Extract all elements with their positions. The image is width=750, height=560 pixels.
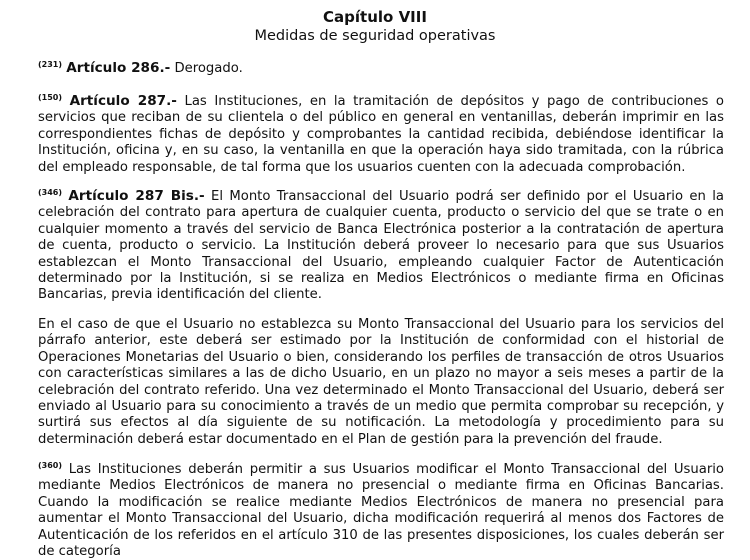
article-heading: Artículo 287.- xyxy=(69,93,177,109)
footnote-ref: (360) xyxy=(38,461,63,470)
paragraph-text: Las Instituciones, en la tramitación de depósitos y pago de contribuciones o servicios que reciban de su clientela o del público en general en ventanillas, deberán imprimir en las correspondientes fichas de depósito y comprobantes la cantidad recibida, debiéndose identificar la Institución, oficina y, en su caso, la ventanilla en que la operación haya sido tramitada, con la rúbrica del empleado responsable, de tal forma que los usuarios cuenten con la adecuada comprobación. xyxy=(38,94,724,175)
article-heading: Artículo 286.- xyxy=(66,60,171,76)
article-287-paragraph xyxy=(38,93,724,176)
chapter-title: Capítulo VIII xyxy=(323,8,427,26)
paragraph-text: Derogado. xyxy=(170,61,243,76)
footnote-ref: (346) xyxy=(38,188,63,197)
article-heading: Artículo 287 Bis.- xyxy=(68,188,205,204)
paragraph-text: Las Instituciones deberán permitir a sus Usuarios modificar el Monto Transaccional del Usuario mediante Medios Electrónicos de manera no presencial o mediante firma en Oficinas Bancarias. Cuando la modificación se realice mediante Medios Electrónicos de manera no presencial para aumentar el Monto Transaccional del Usuario, dicha modificación requerirá al menos dos Factores de Autenticación de los referidos en el artículo 310 de las presentes disposiciones, los cuales deberán ser de categoría xyxy=(38,462,724,560)
footnote-ref: (231) xyxy=(38,60,63,69)
article-286-paragraph xyxy=(38,60,724,77)
article-287-bis-paragraph xyxy=(38,188,724,304)
paragraph-text: El Monto Transaccional del Usuario podrá ser definido por el Usuario en la celebración del contrato para apertura de cualquier cuenta, producto o servicio del que se trate o en cualquier momento a través del servicio de Banca Electrónica posterior a la contratación de apertura de cuenta, producto o servicio. La Institución deberá proveer lo necesario para que sus Usuarios establezcan el Monto Transaccional del Usuario, empleando cualquier Factor de Autenticación determinado por la Institución, si se realiza en Medios Electrónicos o mediante firma en Oficinas Bancarias, previa identificación del cliente. xyxy=(38,189,724,303)
footnote-ref: (150) xyxy=(38,93,63,102)
monto-modification-paragraph xyxy=(38,462,724,560)
paragraph-text: En el caso de que el Usuario no establezca su Monto Transaccional del Usuario para los servicios del párrafo anterior, este deberá ser estimado por la Institución de conformidad con el historial de Operaciones Monetarias del Usuario o bien, considerando los perfiles de transacción de otros Usuarios con características similares a las de dicho Usuario, en un plazo no mayor a seis meses a partir de la celebración del contrato referido. Una vez determinado el Monto Transaccional del Usuario, deberá ser enviado al Usuario para su conocimiento a través de un medio que permita comprobar su recepción, y surtirá sus efectos al día siguiente de su notificación. La metodología y procedimiento para su determinación deberá estar documentado en el Plan de gestión para la prevención del fraude. xyxy=(38,317,724,447)
monto-estimation-paragraph xyxy=(38,317,724,448)
chapter-subtitle: Medidas de seguridad operativas xyxy=(254,28,496,44)
